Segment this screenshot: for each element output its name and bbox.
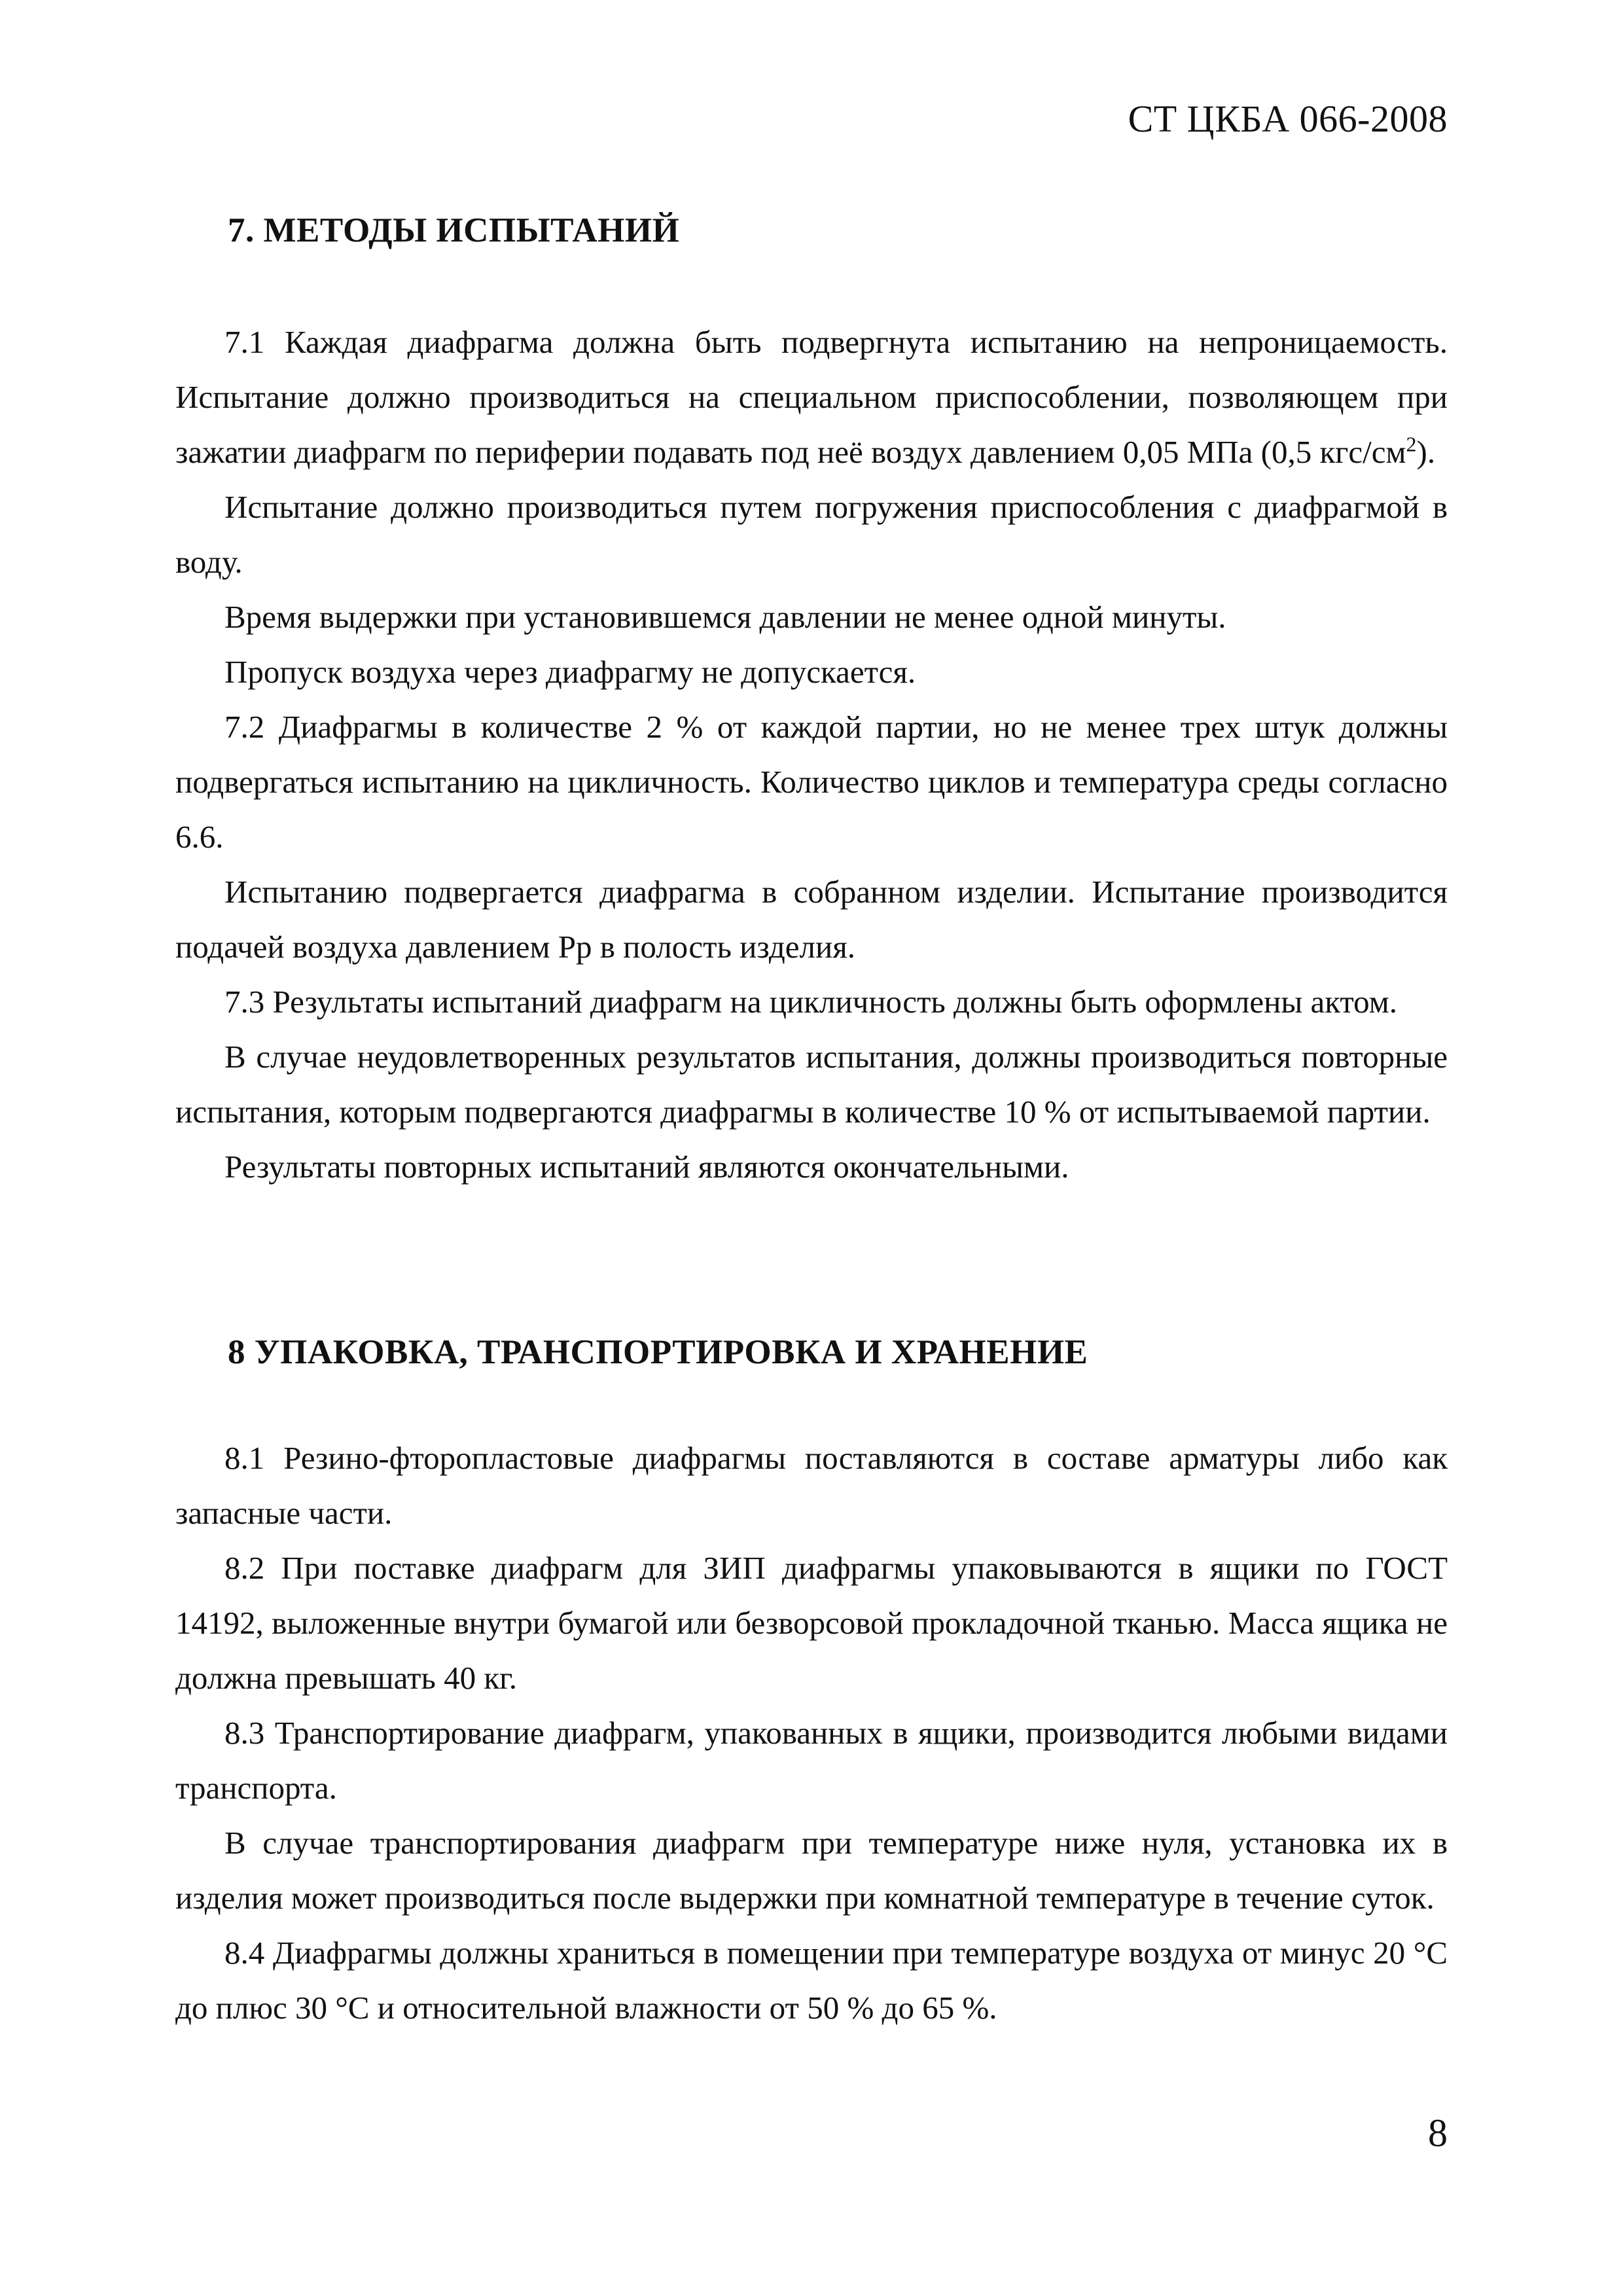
superscript: 2 — [1406, 432, 1417, 456]
paragraph-7-3: 7.3 Результаты испытаний диафрагм на цикличность должны быть оформлены актом. — [224, 984, 1397, 1020]
paragraph-7-1-no-leak: Пропуск воздуха через диафрагму не допускается. — [224, 654, 916, 690]
paragraph-7-1-tail: ). — [1416, 434, 1436, 470]
section-7-title: 7. МЕТОДЫ ИСПЫТАНИЙ — [228, 211, 680, 249]
paragraph-8-4: 8.4 Диафрагмы должны храниться в помещении при температуре воздуха от минус 20 °С до плюс 30 °С и относительной влажности от 50 % до 65 %. — [175, 1935, 1448, 2026]
section-7-body — [175, 315, 1448, 1194]
paragraph-7-1-text: 7.1 Каждая диафрагма должна быть подвергнута испытанию на непроницаемость. Испытание должно производиться на специальном приспособлении, позволяющем при зажатии диафрагм по периферии подавать под неё воздух давлением 0,05 МПа (0,5 кгс/см — [175, 324, 1448, 470]
paragraph-7-3-final: Результаты повторных испытаний являются окончательными. — [224, 1149, 1069, 1185]
document-code: СТ ЦКБА 066-2008 — [1128, 98, 1448, 140]
paragraph-7-1-hold-time: Время выдержки при установившемся давлении не менее одной минуты. — [224, 599, 1226, 635]
paragraph-7-1 — [175, 315, 1448, 480]
paragraph-8-1: 8.1 Резино-фторопластовые диафрагмы поставляются в составе арматуры либо как запасные части. — [175, 1440, 1448, 1531]
paragraph-8-3: 8.3 Транспортирование диафрагм, упакованных в ящики, производится любыми видами транспорта. — [175, 1715, 1448, 1806]
page-number: 8 — [1428, 2111, 1448, 2155]
paragraph-7-1-immersion: Испытание должно производиться путем погружения приспособления с диафрагмой в воду. — [175, 489, 1448, 580]
paragraph-7-2: 7.2 Диафрагмы в количестве 2 % от каждой партии, но не менее трех штук должны подвергаться испытанию на цикличность. Количество циклов и температура среды согласно 6.6. — [175, 709, 1448, 855]
paragraph-8-3-cold: В случае транспортирования диафрагм при температуре ниже нуля, установка их в изделия может производиться после выдержки при комнатной температуре в течение суток. — [175, 1825, 1448, 1916]
paragraph-7-3-retest: В случае неудовлетворенных результатов испытания, должны производиться повторные испытания, которым подвергаются диафрагмы в количестве 10 % от испытываемой партии. — [175, 1039, 1448, 1130]
paragraph-8-2: 8.2 При поставке диафрагм для ЗИП диафрагмы упаковываются в ящики по ГОСТ 14192, выложенные внутри бумагой или безворсовой прокладочной тканью. Масса ящика не должна превышать 40 кг. — [175, 1550, 1448, 1696]
section-8-title: 8 УПАКОВКА, ТРАНСПОРТИРОВКА И ХРАНЕНИЕ — [228, 1333, 1088, 1371]
section-8-body — [175, 1431, 1448, 2036]
paragraph-7-2-assembled: Испытанию подвергается диафрагма в собранном изделии. Испытание производится подачей воздуха давлением Рр в полость изделия. — [175, 874, 1448, 965]
